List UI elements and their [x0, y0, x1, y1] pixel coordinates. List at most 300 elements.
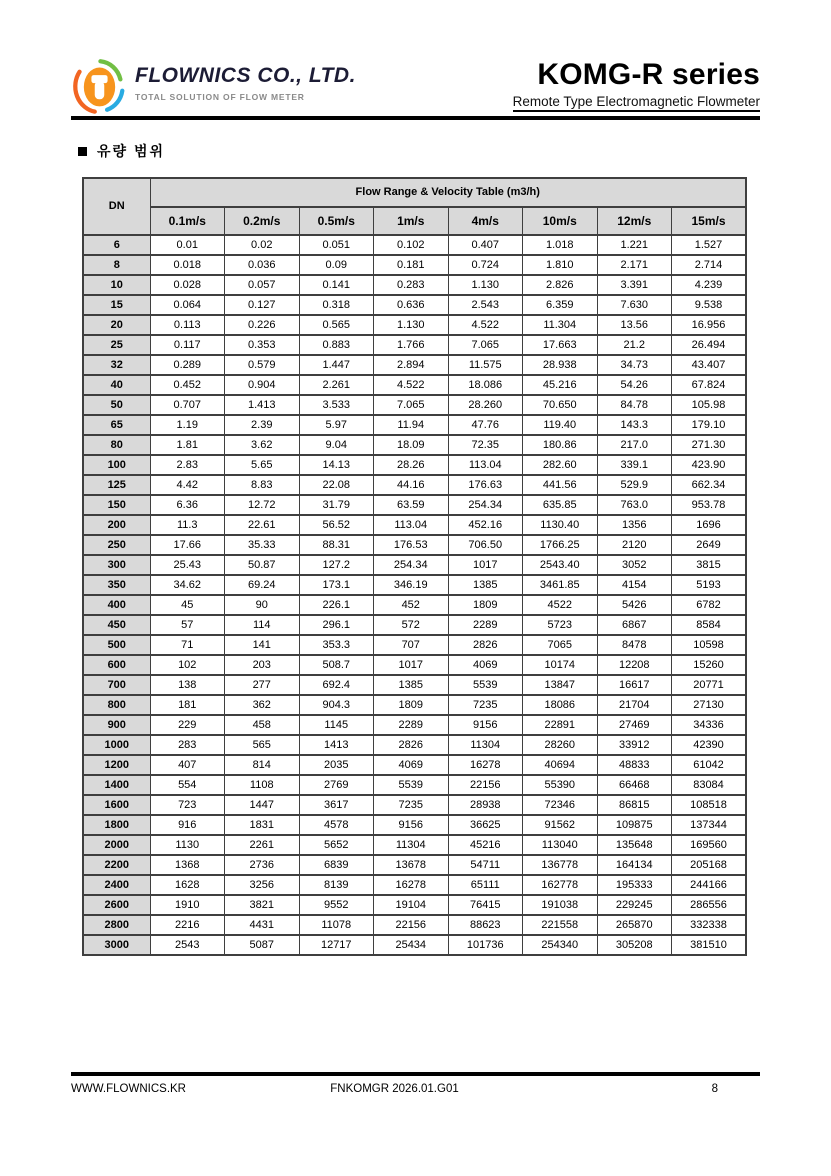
value-cell: 662.34 [672, 475, 747, 495]
series-title: KOMG-R series [537, 58, 760, 91]
value-cell: 2216 [150, 915, 225, 935]
value-cell: 12717 [299, 935, 374, 955]
dn-cell: 1000 [83, 735, 150, 755]
value-cell: 113.04 [448, 455, 523, 475]
dn-column-header: DN [83, 178, 150, 235]
brand-text [135, 57, 356, 102]
value-cell: 0.226 [225, 315, 300, 335]
dn-cell: 800 [83, 695, 150, 715]
value-cell: 4.239 [672, 275, 747, 295]
header-divider [71, 116, 760, 120]
value-cell: 3461.85 [523, 575, 598, 595]
value-cell: 2736 [225, 855, 300, 875]
value-cell: 1385 [448, 575, 523, 595]
value-cell: 5539 [374, 775, 449, 795]
value-cell: 441.56 [523, 475, 598, 495]
company-tagline: TOTAL SOLUTION OF FLOW METER [135, 92, 305, 103]
value-cell: 113.04 [374, 515, 449, 535]
value-cell: 19104 [374, 895, 449, 915]
value-cell: 1696 [672, 515, 747, 535]
velocity-column-header: 1m/s [374, 207, 449, 235]
value-cell: 1.413 [225, 395, 300, 415]
table-row [83, 595, 746, 615]
table-row [83, 715, 746, 735]
value-cell: 45216 [448, 835, 523, 855]
value-cell: 90 [225, 595, 300, 615]
value-cell: 11.304 [523, 315, 598, 335]
value-cell: 244166 [672, 875, 747, 895]
value-cell: 138 [150, 675, 225, 695]
value-cell: 282.60 [523, 455, 598, 475]
value-cell: 2261 [225, 835, 300, 855]
value-cell: 2649 [672, 535, 747, 555]
value-cell: 226.1 [299, 595, 374, 615]
value-cell: 1130.40 [523, 515, 598, 535]
value-cell: 0.02 [225, 235, 300, 255]
value-cell: 28.260 [448, 395, 523, 415]
value-cell: 47.76 [448, 415, 523, 435]
value-cell: 11078 [299, 915, 374, 935]
table-row [83, 635, 746, 655]
value-cell: 109875 [597, 815, 672, 835]
dn-cell: 10 [83, 275, 150, 295]
value-cell: 3.533 [299, 395, 374, 415]
value-cell: 28.938 [523, 355, 598, 375]
value-cell: 33912 [597, 735, 672, 755]
value-cell: 7235 [448, 695, 523, 715]
table-row [83, 275, 746, 295]
value-cell: 452.16 [448, 515, 523, 535]
dn-cell: 600 [83, 655, 150, 675]
dn-cell: 50 [83, 395, 150, 415]
value-cell: 814 [225, 755, 300, 775]
value-cell: 4069 [374, 755, 449, 775]
value-cell: 9.04 [299, 435, 374, 455]
table-row [83, 375, 746, 395]
value-cell: 3815 [672, 555, 747, 575]
value-cell: 113040 [523, 835, 598, 855]
value-cell: 45.216 [523, 375, 598, 395]
value-cell: 48833 [597, 755, 672, 775]
value-cell: 339.1 [597, 455, 672, 475]
value-cell: 7235 [374, 795, 449, 815]
value-cell: 84.78 [597, 395, 672, 415]
value-cell: 203 [225, 655, 300, 675]
value-cell: 0.579 [225, 355, 300, 375]
value-cell: 42390 [672, 735, 747, 755]
value-cell: 0.452 [150, 375, 225, 395]
value-cell: 229 [150, 715, 225, 735]
value-cell: 25434 [374, 935, 449, 955]
page-header [71, 57, 760, 115]
value-cell: 381510 [672, 935, 747, 955]
value-cell: 9.538 [672, 295, 747, 315]
value-cell: 565 [225, 735, 300, 755]
value-cell: 22.61 [225, 515, 300, 535]
value-cell: 27130 [672, 695, 747, 715]
value-cell: 12.72 [225, 495, 300, 515]
value-cell: 137344 [672, 815, 747, 835]
table-row [83, 775, 746, 795]
value-cell: 1831 [225, 815, 300, 835]
table-title-header: Flow Range & Velocity Table (m3/h) [150, 178, 746, 207]
table-row [83, 875, 746, 895]
value-cell: 2543.40 [523, 555, 598, 575]
brand-block [71, 57, 356, 115]
flow-table-body [83, 235, 746, 955]
value-cell: 271.30 [672, 435, 747, 455]
value-cell: 254.34 [374, 555, 449, 575]
value-cell: 2826 [374, 735, 449, 755]
value-cell: 34336 [672, 715, 747, 735]
dn-cell: 40 [83, 375, 150, 395]
value-cell: 2826 [448, 635, 523, 655]
value-cell: 66468 [597, 775, 672, 795]
value-cell: 1.130 [448, 275, 523, 295]
value-cell: 0.407 [448, 235, 523, 255]
dn-cell: 125 [83, 475, 150, 495]
value-cell: 2.83 [150, 455, 225, 475]
dn-cell: 2600 [83, 895, 150, 915]
value-cell: 10174 [523, 655, 598, 675]
value-cell: 0.036 [225, 255, 300, 275]
value-cell: 5.97 [299, 415, 374, 435]
value-cell: 22.08 [299, 475, 374, 495]
value-cell: 44.16 [374, 475, 449, 495]
value-cell: 12208 [597, 655, 672, 675]
value-cell: 0.051 [299, 235, 374, 255]
table-row [83, 755, 746, 775]
value-cell: 1447 [225, 795, 300, 815]
value-cell: 61042 [672, 755, 747, 775]
value-cell: 27469 [597, 715, 672, 735]
value-cell: 57 [150, 615, 225, 635]
value-cell: 0.707 [150, 395, 225, 415]
value-cell: 108518 [672, 795, 747, 815]
value-cell: 1130 [150, 835, 225, 855]
value-cell: 221558 [523, 915, 598, 935]
value-cell: 0.09 [299, 255, 374, 275]
value-cell: 205168 [672, 855, 747, 875]
value-cell: 9156 [448, 715, 523, 735]
dn-cell: 6 [83, 235, 150, 255]
value-cell: 83084 [672, 775, 747, 795]
value-cell: 56.52 [299, 515, 374, 535]
value-cell: 34.62 [150, 575, 225, 595]
square-bullet-icon [78, 147, 87, 156]
value-cell: 127.2 [299, 555, 374, 575]
value-cell: 20771 [672, 675, 747, 695]
value-cell: 953.78 [672, 495, 747, 515]
table-row [83, 495, 746, 515]
value-cell: 0.117 [150, 335, 225, 355]
table-row [83, 515, 746, 535]
table-row [83, 795, 746, 815]
value-cell: 8.83 [225, 475, 300, 495]
value-cell: 69.24 [225, 575, 300, 595]
value-cell: 135648 [597, 835, 672, 855]
value-cell: 4578 [299, 815, 374, 835]
value-cell: 6782 [672, 595, 747, 615]
dn-cell: 350 [83, 575, 150, 595]
value-cell: 16278 [448, 755, 523, 775]
value-cell: 114 [225, 615, 300, 635]
value-cell: 635.85 [523, 495, 598, 515]
value-cell: 1.527 [672, 235, 747, 255]
value-cell: 40694 [523, 755, 598, 775]
value-cell: 0.283 [374, 275, 449, 295]
value-cell: 2.826 [523, 275, 598, 295]
value-cell: 283 [150, 735, 225, 755]
section-title [78, 141, 760, 161]
table-row [83, 295, 746, 315]
value-cell: 4522 [523, 595, 598, 615]
velocity-column-header: 0.1m/s [150, 207, 225, 235]
value-cell: 0.127 [225, 295, 300, 315]
value-cell: 707 [374, 635, 449, 655]
value-cell: 1910 [150, 895, 225, 915]
dn-cell: 150 [83, 495, 150, 515]
table-row [83, 935, 746, 955]
footer-divider [71, 1072, 760, 1076]
table-row [83, 855, 746, 875]
value-cell: 0.102 [374, 235, 449, 255]
value-cell: 17.66 [150, 535, 225, 555]
dn-cell: 2200 [83, 855, 150, 875]
value-cell: 22156 [374, 915, 449, 935]
value-cell: 21704 [597, 695, 672, 715]
value-cell: 76415 [448, 895, 523, 915]
value-cell: 2.261 [299, 375, 374, 395]
table-row [83, 235, 746, 255]
value-cell: 2.543 [448, 295, 523, 315]
value-cell: 916 [150, 815, 225, 835]
table-row [83, 255, 746, 275]
velocity-column-header: 10m/s [523, 207, 598, 235]
value-cell: 143.3 [597, 415, 672, 435]
value-cell: 180.86 [523, 435, 598, 455]
value-cell: 176.53 [374, 535, 449, 555]
table-row [83, 335, 746, 355]
page-footer [71, 1072, 760, 1095]
value-cell: 0.565 [299, 315, 374, 335]
value-cell: 22156 [448, 775, 523, 795]
value-cell: 0.064 [150, 295, 225, 315]
value-cell: 72346 [523, 795, 598, 815]
value-cell: 0.289 [150, 355, 225, 375]
value-cell: 191038 [523, 895, 598, 915]
value-cell: 6839 [299, 855, 374, 875]
value-cell: 229245 [597, 895, 672, 915]
value-cell: 2289 [374, 715, 449, 735]
value-cell: 1.018 [523, 235, 598, 255]
value-cell: 5723 [523, 615, 598, 635]
value-cell: 28938 [448, 795, 523, 815]
value-cell: 692.4 [299, 675, 374, 695]
value-cell: 554 [150, 775, 225, 795]
value-cell: 763.0 [597, 495, 672, 515]
value-cell: 1108 [225, 775, 300, 795]
value-cell: 407 [150, 755, 225, 775]
value-cell: 3052 [597, 555, 672, 575]
value-cell: 11.94 [374, 415, 449, 435]
value-cell: 3617 [299, 795, 374, 815]
value-cell: 723 [150, 795, 225, 815]
value-cell: 904.3 [299, 695, 374, 715]
value-cell: 65111 [448, 875, 523, 895]
value-cell: 63.59 [374, 495, 449, 515]
value-cell: 1413 [299, 735, 374, 755]
value-cell: 102 [150, 655, 225, 675]
value-cell: 1.810 [523, 255, 598, 275]
value-cell: 28.26 [374, 455, 449, 475]
table-row [83, 675, 746, 695]
value-cell: 529.9 [597, 475, 672, 495]
value-cell: 1017 [448, 555, 523, 575]
value-cell: 7.065 [448, 335, 523, 355]
value-cell: 3256 [225, 875, 300, 895]
value-cell: 88.31 [299, 535, 374, 555]
value-cell: 458 [225, 715, 300, 735]
value-cell: 11304 [374, 835, 449, 855]
dn-cell: 250 [83, 535, 150, 555]
value-cell: 277 [225, 675, 300, 695]
value-cell: 0.01 [150, 235, 225, 255]
value-cell: 254340 [523, 935, 598, 955]
value-cell: 28260 [523, 735, 598, 755]
value-cell: 5652 [299, 835, 374, 855]
value-cell: 6867 [597, 615, 672, 635]
value-cell: 34.73 [597, 355, 672, 375]
table-row [83, 695, 746, 715]
value-cell: 0.636 [374, 295, 449, 315]
value-cell: 9156 [374, 815, 449, 835]
footer-website: WWW.FLOWNICS.KR [71, 1083, 186, 1095]
value-cell: 54711 [448, 855, 523, 875]
value-cell: 11.3 [150, 515, 225, 535]
value-cell: 0.318 [299, 295, 374, 315]
value-cell: 1.766 [374, 335, 449, 355]
table-row [83, 735, 746, 755]
table-row [83, 835, 746, 855]
value-cell: 105.98 [672, 395, 747, 415]
table-row [83, 475, 746, 495]
value-cell: 35.33 [225, 535, 300, 555]
value-cell: 45 [150, 595, 225, 615]
value-cell: 0.904 [225, 375, 300, 395]
value-cell: 5.65 [225, 455, 300, 475]
value-cell: 0.353 [225, 335, 300, 355]
dn-cell: 2000 [83, 835, 150, 855]
table-row [83, 815, 746, 835]
value-cell: 1.221 [597, 235, 672, 255]
value-cell: 164134 [597, 855, 672, 875]
value-cell: 3.62 [225, 435, 300, 455]
value-cell: 2.714 [672, 255, 747, 275]
value-cell: 1.19 [150, 415, 225, 435]
dn-cell: 400 [83, 595, 150, 615]
value-cell: 1017 [374, 655, 449, 675]
value-cell: 14.13 [299, 455, 374, 475]
value-cell: 1385 [374, 675, 449, 695]
table-row [83, 535, 746, 555]
dn-cell: 80 [83, 435, 150, 455]
value-cell: 18086 [523, 695, 598, 715]
value-cell: 70.650 [523, 395, 598, 415]
value-cell: 1766.25 [523, 535, 598, 555]
section-title-text: 유량 범위 [97, 143, 165, 159]
value-cell: 0.181 [374, 255, 449, 275]
value-cell: 13678 [374, 855, 449, 875]
value-cell: 2.171 [597, 255, 672, 275]
value-cell: 11.575 [448, 355, 523, 375]
table-row [83, 615, 746, 635]
flow-table-wrap [82, 177, 760, 956]
value-cell: 353.3 [299, 635, 374, 655]
dn-cell: 8 [83, 255, 150, 275]
value-cell: 1145 [299, 715, 374, 735]
value-cell: 72.35 [448, 435, 523, 455]
table-row [83, 455, 746, 475]
value-cell: 362 [225, 695, 300, 715]
value-cell: 1368 [150, 855, 225, 875]
series-subtitle: Remote Type Electromagnetic Flowmeter [513, 94, 760, 112]
value-cell: 1.130 [374, 315, 449, 335]
dn-cell: 300 [83, 555, 150, 575]
value-cell: 4154 [597, 575, 672, 595]
value-cell: 71 [150, 635, 225, 655]
footer-page-number: 8 [711, 1083, 719, 1095]
value-cell: 54.26 [597, 375, 672, 395]
value-cell: 0.141 [299, 275, 374, 295]
value-cell: 8584 [672, 615, 747, 635]
value-cell: 18.09 [374, 435, 449, 455]
series-block [513, 57, 760, 112]
value-cell: 0.057 [225, 275, 300, 295]
value-cell: 67.824 [672, 375, 747, 395]
footer-doc-code: FNKOMGR 2026.01.G01 [330, 1083, 459, 1095]
value-cell: 15260 [672, 655, 747, 675]
table-row [83, 555, 746, 575]
value-cell: 10598 [672, 635, 747, 655]
value-cell: 1356 [597, 515, 672, 535]
value-cell: 88623 [448, 915, 523, 935]
value-cell: 169560 [672, 835, 747, 855]
value-cell: 0.113 [150, 315, 225, 335]
value-cell: 423.90 [672, 455, 747, 475]
value-cell: 706.50 [448, 535, 523, 555]
table-row [83, 415, 746, 435]
value-cell: 346.19 [374, 575, 449, 595]
dn-cell: 2400 [83, 875, 150, 895]
value-cell: 16278 [374, 875, 449, 895]
table-row [83, 395, 746, 415]
dn-cell: 1200 [83, 755, 150, 775]
value-cell: 119.40 [523, 415, 598, 435]
table-row [83, 355, 746, 375]
dn-cell: 3000 [83, 935, 150, 955]
value-cell: 5539 [448, 675, 523, 695]
value-cell: 36625 [448, 815, 523, 835]
value-cell: 508.7 [299, 655, 374, 675]
dn-cell: 200 [83, 515, 150, 535]
value-cell: 136778 [523, 855, 598, 875]
dn-cell: 25 [83, 335, 150, 355]
value-cell: 7.065 [374, 395, 449, 415]
value-cell: 6.359 [523, 295, 598, 315]
value-cell: 176.63 [448, 475, 523, 495]
value-cell: 2543 [150, 935, 225, 955]
